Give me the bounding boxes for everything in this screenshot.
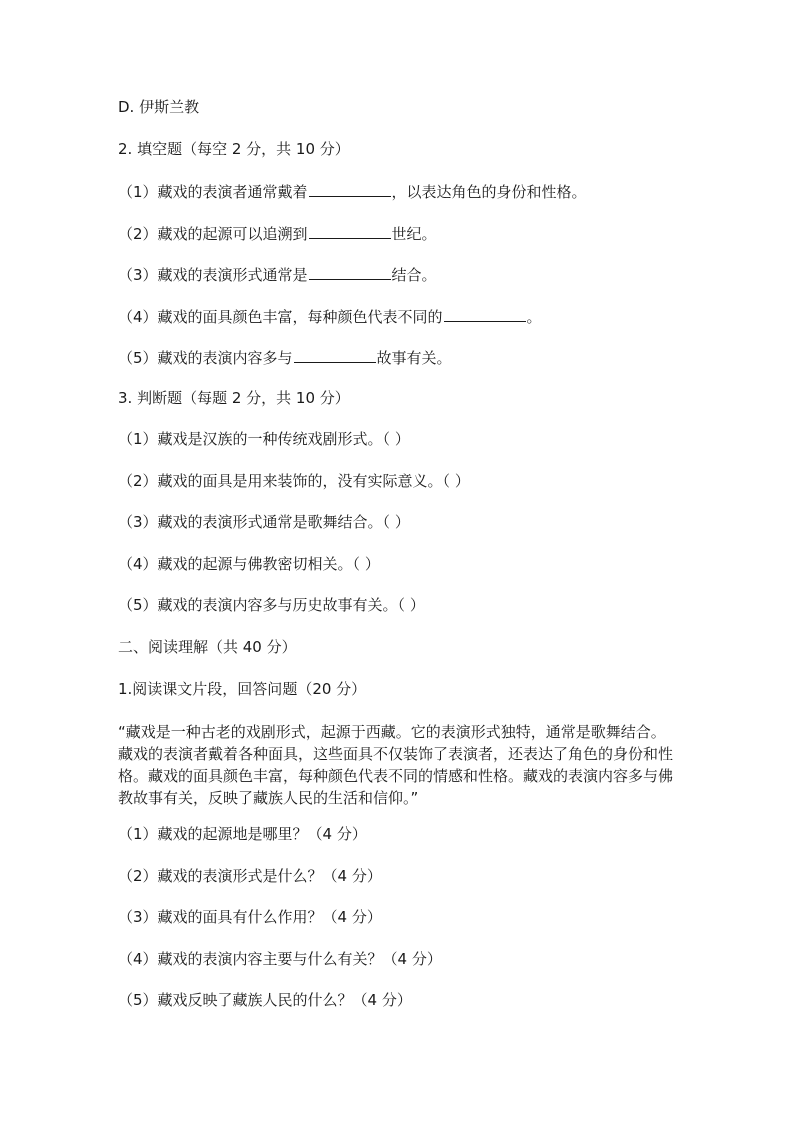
- fill-blank-item-3: [118, 263, 437, 286]
- true-false-item-5: （5）藏戏的表演内容多与历史故事有关。（ ）: [118, 596, 425, 614]
- answer-blank-2: [309, 222, 391, 239]
- reading-question-1: （1）藏戏的起源地是哪里？（4 分）: [118, 825, 367, 843]
- fill-item-3-post: 结合。: [391, 266, 437, 284]
- answer-blank-4: [444, 305, 526, 322]
- option-d: D. 伊斯兰教: [118, 98, 200, 116]
- answer-blank-1: [309, 180, 391, 197]
- true-false-heading: 3. 判断题（每题 2 分，共 10 分）: [118, 389, 350, 407]
- reading-sub-heading: 1.阅读课文片段，回答问题（20 分）: [118, 680, 367, 698]
- fill-item-2-post: 世纪。: [391, 225, 437, 243]
- reading-question-3: （3）藏戏的面具有什么作用？（4 分）: [118, 908, 382, 926]
- true-false-item-3: （3）藏戏的表演形式通常是歌舞结合。（ ）: [118, 513, 410, 531]
- fill-item-4-post: 。: [526, 308, 542, 326]
- reading-question-2: （2）藏戏的表演形式是什么？（4 分）: [118, 867, 382, 885]
- fill-item-1-post: ，以表达角色的身份和性格。: [391, 183, 587, 201]
- reading-question-4: （4）藏戏的表演内容主要与什么有关？（4 分）: [118, 950, 442, 968]
- fill-blank-item-1: [118, 180, 587, 203]
- true-false-item-4: （4）藏戏的起源与佛教密切相关。（ ）: [118, 555, 380, 573]
- fill-item-5-post: 故事有关。: [376, 349, 452, 367]
- fill-blank-item-5: [118, 346, 452, 369]
- reading-question-5: （5）藏戏反映了藏族人民的什么？（4 分）: [118, 991, 412, 1009]
- true-false-item-1: （1）藏戏是汉族的一种传统戏剧形式。（ ）: [118, 430, 410, 448]
- true-false-item-2: （2）藏戏的面具是用来装饰的，没有实际意义。（ ）: [118, 472, 470, 490]
- fill-item-1-pre: （1）藏戏的表演者通常戴着: [118, 183, 308, 201]
- answer-blank-5: [294, 346, 376, 363]
- answer-blank-3: [309, 263, 391, 280]
- fill-item-5-pre: （5）藏戏的表演内容多与: [118, 349, 293, 367]
- fill-blank-item-4: [118, 305, 542, 328]
- reading-section-heading: 二、阅读理解（共 40 分）: [118, 638, 297, 656]
- fill-blank-item-2: [118, 222, 437, 245]
- fill-item-3-pre: （3）藏戏的表演形式通常是: [118, 266, 308, 284]
- fill-blank-heading: 2. 填空题（每空 2 分，共 10 分）: [118, 140, 350, 158]
- fill-item-2-pre: （2）藏戏的起源可以追溯到: [118, 225, 308, 243]
- reading-passage: “藏戏是一种古老的戏剧形式，起源于西藏。它的表演形式独特，通常是歌舞结合。藏戏的表演者戴着各种面具，这些面具不仅装饰了表演者，还表达了角色的身份和性格。藏戏的面具颜色丰富，每种颜色代表不同的情感和性格。藏戏的表演内容多与佛教故事有关，反映了藏族人民的生活和信仰。”: [118, 723, 674, 807]
- fill-item-4-pre: （4）藏戏的面具颜色丰富，每种颜色代表不同的: [118, 308, 443, 326]
